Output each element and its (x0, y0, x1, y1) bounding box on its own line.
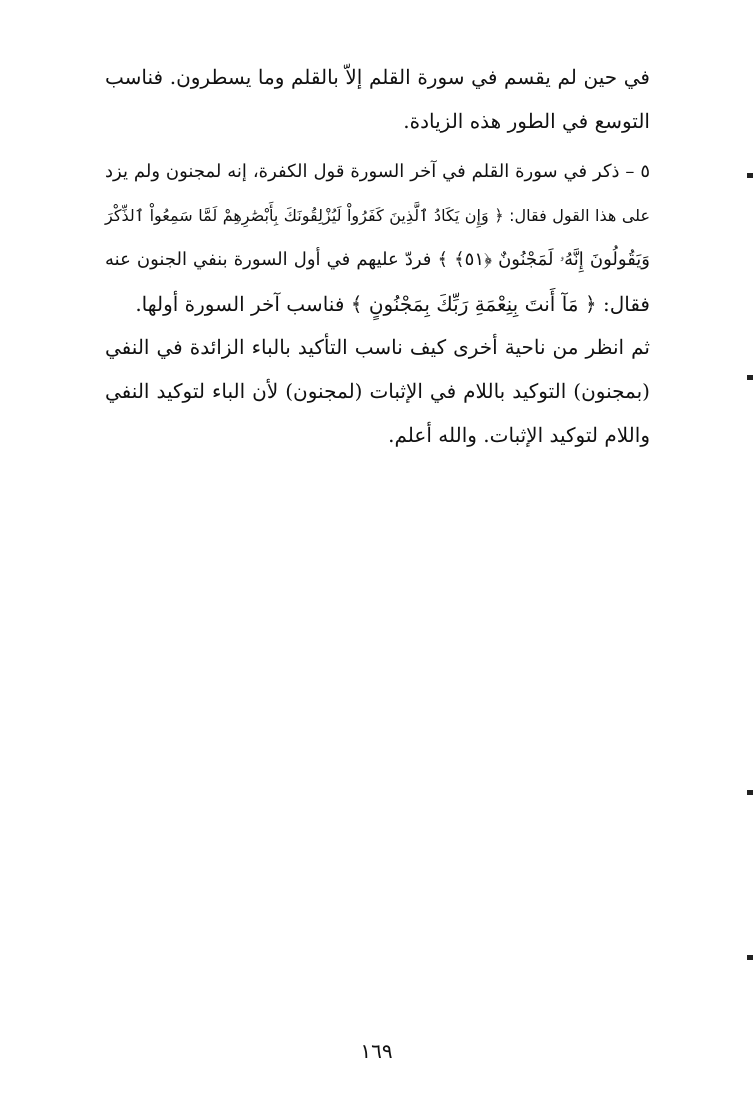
text-line: في حين لم يقسم في سورة القلم إلاّ بالقلم وما يسطرون. فناسب (105, 65, 650, 89)
scan-edge-mark (747, 375, 753, 380)
text-line: (بمجنون) التوكيد باللام في الإثبات (لمجنون) لأن الباء لتوكيد النفي (105, 379, 650, 403)
text-line: فقال: ﴿ مَآ أَنتَ بِنِعْمَةِ رَبِّكَ بِمَجْنُونٍ ﴾ فناسب آخر السورة أولها. (135, 292, 650, 316)
text-line: ٥ – ذكر في سورة القلم في آخر السورة قول الكفرة، إنه لمجنون ولم يزد (105, 161, 650, 182)
paragraph-2-numbered-item (105, 150, 650, 326)
paragraph-3 (105, 325, 650, 457)
scan-edge-mark (747, 955, 753, 960)
scan-edge-mark (747, 790, 753, 795)
paragraph-1 (105, 55, 650, 143)
quran-verse-line: على هذا القول فقال: ﴿ وَإِن يَكَادُ ٱلَّذِينَ كَفَرُواْ لَيُزْلِقُونَكَ بِأَبْصَٰرِهِمْ لَمَّا سَمِعُواْ ٱلذِّكْرَ (105, 206, 650, 225)
text-line: ثم انظر من ناحية أخرى كيف ناسب التأكيد بالباء الزائدة في النفي (105, 335, 650, 359)
text-line: التوسع في الطور هذه الزيادة. (403, 109, 650, 133)
quran-verse-line: وَيَقُولُونَ إِنَّهُۥ لَمَجْنُونٌ ﴿٥١﴾ ﴾ فردّ عليهم في أول السورة بنفي الجنون عنه (105, 249, 650, 270)
page-number: ١٦٩ (360, 1039, 393, 1063)
scan-edge-mark (747, 173, 753, 178)
text-line: واللام لتوكيد الإثبات. والله أعلم. (388, 423, 650, 447)
